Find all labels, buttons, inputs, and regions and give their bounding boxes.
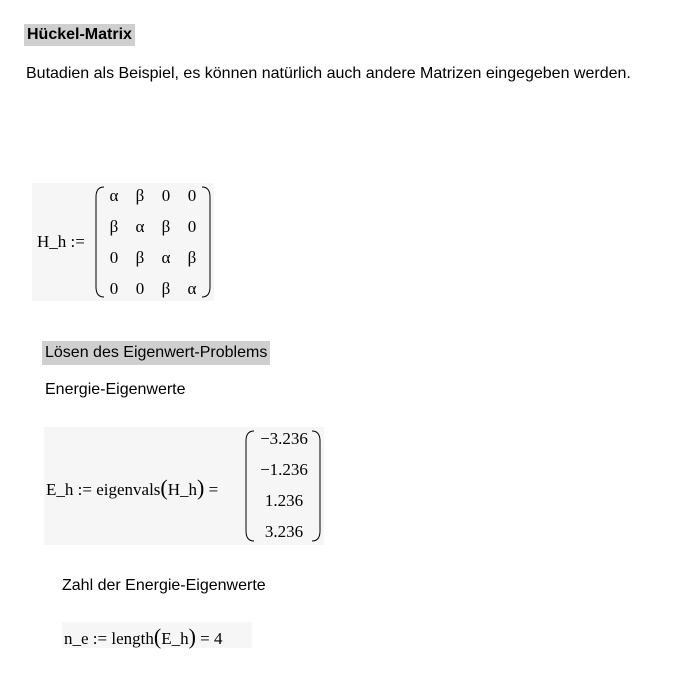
matrix-cell: α [187,279,197,298]
eigenvalue-cell: 1.236 [264,491,304,510]
eigen-equals: = [208,480,219,499]
matrix-cell: 0 [109,248,119,267]
matrix-cell: 0 [187,217,197,236]
matrix-cell: 0 [109,279,119,298]
eigen-arg: H_h [167,480,198,499]
count-expression [64,624,223,650]
matrix-cell: β [161,217,171,236]
energie-label: Energie-Eigenwerte [45,381,186,398]
count-result: 4 [214,629,223,648]
description-text: Butadien als Beispiel, es können natürlich auch andere Matrizen eingegeben werden. [26,65,631,82]
matrix-cell: α [135,217,145,236]
matrix-cell: β [135,248,145,267]
zahl-label: Zahl der Energie-Eigenwerte [62,577,266,594]
eigenvalue-cell: 3.236 [264,522,304,541]
open-paren-icon: ( [160,475,168,500]
count-func: length [111,629,154,648]
section-header-eigenproblem: Lösen des Eigenwert-Problems [42,341,270,365]
matrix-cell: α [109,186,119,205]
close-paren-icon: ) [197,475,205,500]
eigenvalue-cell: −1.236 [260,460,308,479]
matrix-cell: 0 [135,279,145,298]
matrix-cell: 0 [187,186,197,205]
hmatrix-definition[interactable] [32,183,214,301]
section-title: Hückel-Matrix [24,24,135,46]
close-paren-icon: ) [188,624,196,649]
eigen-lhs [46,475,218,501]
hmatrix-lhs: H_h := [37,232,85,251]
count-arg: E_h [161,629,189,648]
matrix-cell: β [135,186,145,205]
count-definition[interactable] [62,622,252,648]
eigen-var: E_h [46,480,74,499]
matrix-cell: 0 [161,186,171,205]
eigen-assign: := [77,480,92,499]
matrix-cell: β [161,279,171,298]
matrix-cell: β [109,217,119,236]
matrix-cell: β [187,248,197,267]
matrix-cell: α [161,248,171,267]
eigen-func: eigenvals [96,480,161,499]
eigenvalues-definition[interactable] [44,427,324,545]
eigenvalue-cell: −3.236 [260,429,308,448]
count-assign: := [92,629,108,648]
count-equals: = [200,629,210,648]
count-var: n_e [64,629,89,648]
open-paren-icon: ( [153,624,162,649]
